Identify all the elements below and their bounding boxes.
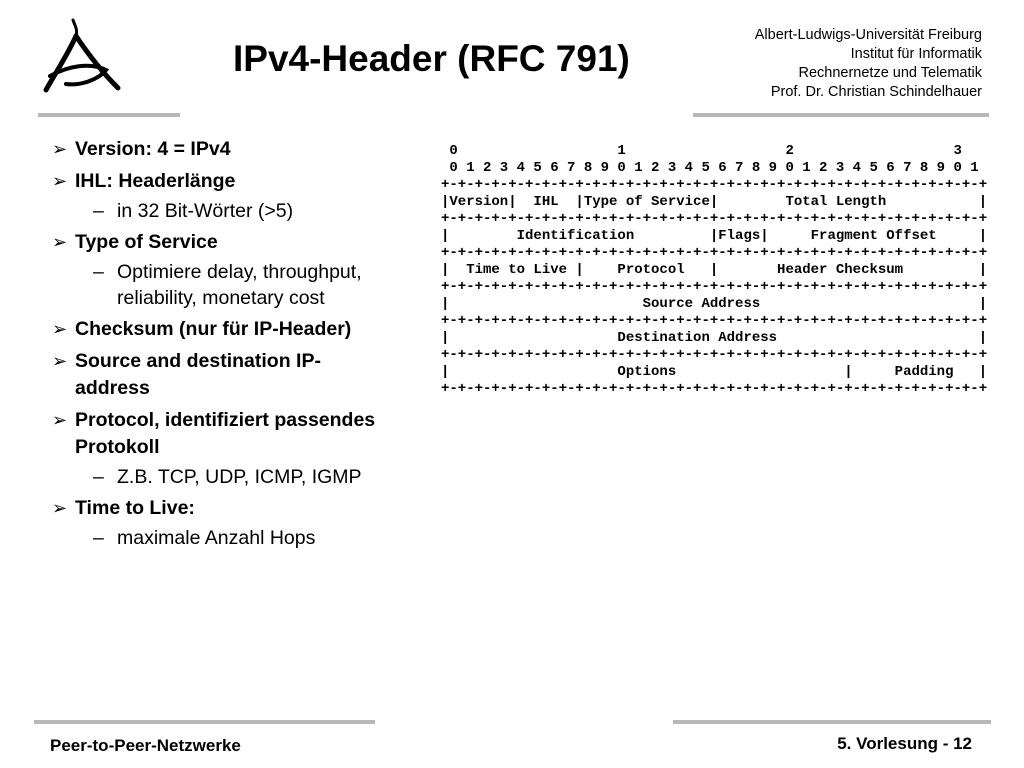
ipv4-header-diagram bbox=[441, 143, 987, 398]
sub-list bbox=[75, 259, 382, 311]
bullet-checksum bbox=[52, 316, 382, 343]
sub-list bbox=[75, 464, 382, 490]
professor-name: Prof. Dr. Christian Schindelhauer bbox=[770, 84, 982, 100]
arrowhead-bullet-icon: ➢ bbox=[52, 171, 68, 191]
sub-item bbox=[75, 198, 382, 224]
dash-bullet: – bbox=[93, 527, 104, 549]
chair-name: Rechnernetze und Telematik bbox=[798, 65, 982, 81]
institute-name: Institut für Informatik bbox=[850, 46, 982, 62]
diagram-border-row: +-+-+-+-+-+-+-+-+-+-+-+-+-+-+-+-+-+-+-+-+-+-+-+-+-+-+-+-+-+-+-+-+ bbox=[441, 347, 988, 363]
diagram-border-row: +-+-+-+-+-+-+-+-+-+-+-+-+-+-+-+-+-+-+-+-+-+-+-+-+-+-+-+-+-+-+-+-+ bbox=[441, 313, 988, 329]
university-name: Albert-Ludwigs-Universität Freiburg bbox=[754, 27, 982, 43]
bullet-label: Type of Service bbox=[75, 231, 218, 253]
dash-bullet: – bbox=[93, 200, 104, 222]
diagram-border-row: +-+-+-+-+-+-+-+-+-+-+-+-+-+-+-+-+-+-+-+-+-+-+-+-+-+-+-+-+-+-+-+-+ bbox=[441, 279, 988, 295]
bullet-list bbox=[52, 136, 382, 556]
bullet-time-to-live bbox=[52, 495, 382, 551]
bullet-label: IHL: Headerlänge bbox=[75, 170, 236, 192]
bullet-label: Checksum (nur für IP-Header) bbox=[75, 318, 352, 340]
diagram-field-row-options: | Options | Padding | bbox=[441, 364, 988, 380]
arrowhead-bullet-icon: ➢ bbox=[52, 410, 68, 430]
sub-item bbox=[75, 464, 382, 490]
header-divider-left bbox=[38, 113, 180, 117]
diagram-field-row-destination: | Destination Address | bbox=[441, 330, 988, 346]
diagram-field-row-version: |Version| IHL |Type of Service| Total Length | bbox=[441, 194, 988, 210]
dash-bullet: – bbox=[93, 261, 104, 283]
institution-block bbox=[682, 26, 982, 102]
bullet-label: Protocol, identifiziert passendes Protokoll bbox=[75, 409, 376, 458]
sub-item-text: maximale Anzahl Hops bbox=[117, 527, 316, 549]
sub-item bbox=[75, 259, 382, 311]
arrowhead-bullet-icon: ➢ bbox=[52, 351, 68, 371]
footer-divider-left bbox=[34, 720, 375, 724]
diagram-border-row: +-+-+-+-+-+-+-+-+-+-+-+-+-+-+-+-+-+-+-+-+-+-+-+-+-+-+-+-+-+-+-+-+ bbox=[441, 245, 988, 261]
sub-item-text: Z.B. TCP, UDP, ICMP, IGMP bbox=[117, 466, 362, 488]
bullet-type-of-service bbox=[52, 229, 382, 311]
footer-divider-right bbox=[673, 720, 991, 724]
bullet-protocol bbox=[52, 407, 382, 490]
bullet-ihl bbox=[52, 168, 382, 224]
bullet-version bbox=[52, 136, 382, 163]
diagram-bit-group-row: 0 1 2 3 bbox=[441, 143, 962, 159]
diagram-border-row: +-+-+-+-+-+-+-+-+-+-+-+-+-+-+-+-+-+-+-+-+-+-+-+-+-+-+-+-+-+-+-+-+ bbox=[441, 177, 988, 193]
sub-item-text: in 32 Bit-Wörter (>5) bbox=[117, 200, 294, 222]
page-title: IPv4-Header (RFC 791) bbox=[233, 38, 630, 79]
sub-item bbox=[75, 525, 382, 551]
diagram-border-row: +-+-+-+-+-+-+-+-+-+-+-+-+-+-+-+-+-+-+-+-+-+-+-+-+-+-+-+-+-+-+-+-+ bbox=[441, 381, 988, 397]
diagram-border-row: +-+-+-+-+-+-+-+-+-+-+-+-+-+-+-+-+-+-+-+-+-+-+-+-+-+-+-+-+-+-+-+-+ bbox=[441, 211, 988, 227]
arrowhead-bullet-icon: ➢ bbox=[52, 498, 68, 518]
diagram-field-row-identification: | Identification |Flags| Fragment Offset | bbox=[441, 228, 988, 244]
sub-list bbox=[75, 198, 382, 224]
dash-bullet: – bbox=[93, 466, 104, 488]
diagram-bit-index-row: 0 1 2 3 4 5 6 7 8 9 0 1 2 3 4 5 6 7 8 9 0 1 2 3 4 5 6 7 8 9 0 1 bbox=[441, 160, 979, 176]
bullet-label: Source and destination IP-address bbox=[75, 350, 321, 399]
bullet-label: Version: 4 = IPv4 bbox=[75, 138, 231, 160]
header-divider-right bbox=[693, 113, 989, 117]
university-logo-icon bbox=[40, 14, 124, 94]
sub-list bbox=[75, 525, 382, 551]
bullet-addresses bbox=[52, 348, 382, 402]
arrowhead-bullet-icon: ➢ bbox=[52, 319, 68, 339]
arrowhead-bullet-icon: ➢ bbox=[52, 232, 68, 252]
sub-item-text: Optimiere delay, throughput, reliability, monetary cost bbox=[117, 261, 362, 309]
footer-lecture-number: 5. Vorlesung - 12 bbox=[837, 734, 972, 753]
diagram-field-row-source: | Source Address | bbox=[441, 296, 988, 312]
diagram-field-row-ttl: | Time to Live | Protocol | Header Checksum | bbox=[441, 262, 988, 278]
arrowhead-bullet-icon: ➢ bbox=[52, 139, 68, 159]
bullet-label: Time to Live: bbox=[75, 497, 195, 519]
footer-course-title: Peer-to-Peer-Netzwerke bbox=[50, 736, 241, 755]
